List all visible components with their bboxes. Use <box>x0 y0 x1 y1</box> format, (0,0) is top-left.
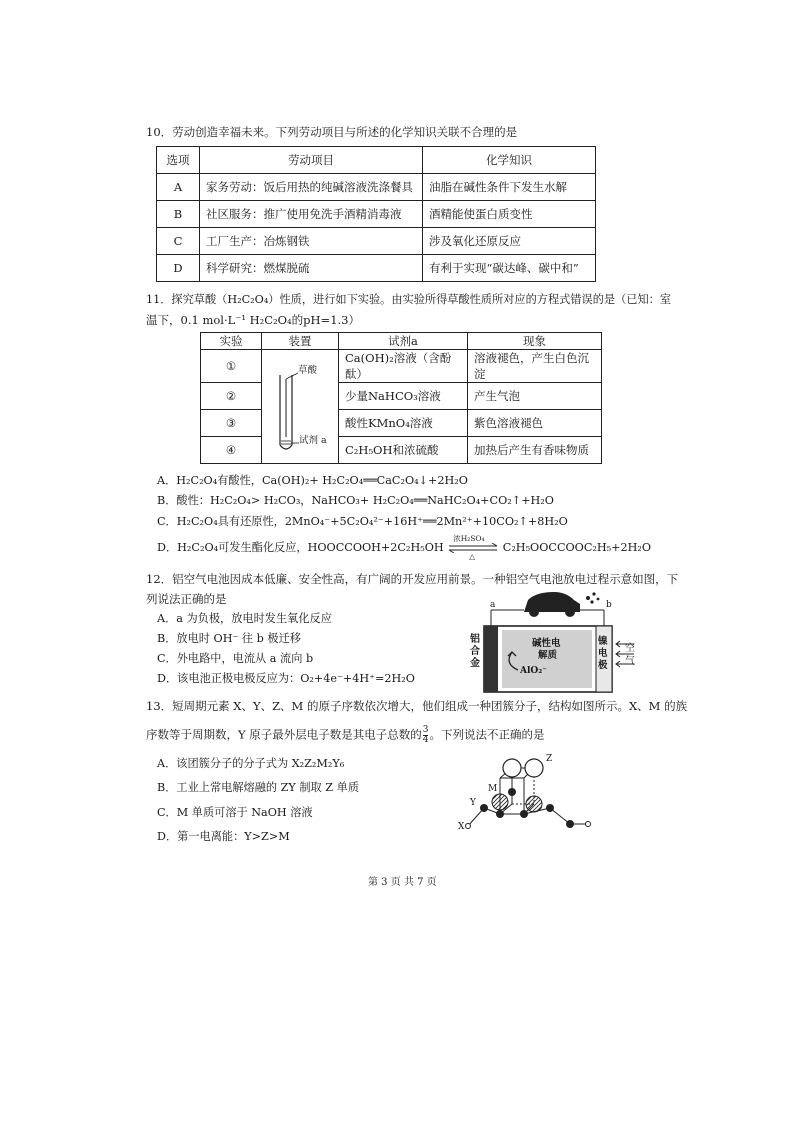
q11-row-1-no: ① <box>201 350 262 383</box>
condition-top: 浓H₂SO₄ <box>453 534 485 543</box>
q12-stem-line1: 12．铝空气电池因成本低廉、安全性高，有广阔的开发应用前景。一种铝空气电池放电过程示意如图，下 <box>146 572 679 586</box>
q10-header-option: 选项 <box>157 147 200 174</box>
q11-option-b: B．酸性：H₂C₂O₄> H₂CO₃，NaHCO₃+ H₂C₂O₄══NaHC₂O₄+CO₂↑+H₂O <box>157 494 554 507</box>
q10-row-a-item: 家务劳动：饭后用热的纯碱溶液洗涤餐具 <box>200 174 423 201</box>
q10-row-c-item: 工厂生产：冶炼钢铁 <box>200 228 423 255</box>
q11-header-reagent: 试剂a <box>339 333 468 350</box>
q12-option-d: D．该电池正极电极反应为：O₂+4e⁻+4H⁺=2H₂O <box>157 672 415 685</box>
atom-label-x: X <box>458 822 465 832</box>
page-number: 第 3 页 共 7 页 <box>368 877 437 888</box>
fraction-three-quarters: $\frac{3}{4}$ <box>422 725 429 745</box>
q11-row-2-phenomenon: 产生气泡 <box>468 383 602 410</box>
q13-stem-line1: 13．短周期元素 X、Y、Z、M 的原子序数依次增大，他们组成一种团簇分子，结构如图所示。X、M 的族 <box>146 699 688 713</box>
q13-option-d: D．第一电离能：Y>Z>M <box>157 830 290 843</box>
atom-label-m: M <box>488 784 498 794</box>
q12-option-c: C．外电路中，电流从 a 流向 b <box>157 652 314 665</box>
q10-row-a-option: A <box>157 174 200 201</box>
q10-row-d-knowledge: 有利于实现“碳达峰、碳中和” <box>423 255 596 282</box>
q12-option-b: B．放电时 OH⁻ 往 b 极迁移 <box>157 632 301 645</box>
electrode-label-a: a <box>490 600 496 610</box>
q10-table <box>156 146 596 282</box>
electrode-label-b: b <box>606 600 612 610</box>
q10-stem: 10．劳动创造幸福未来。下列劳动项目与所述的化学知识关联不合理的是 <box>146 125 518 139</box>
condition-bottom: △ <box>469 552 475 561</box>
q11-stem-line2: 温下，0.1 mol·L⁻¹ H₂C₂O₄的pH=1.3） <box>146 313 360 327</box>
q11-option-d-right: C₂H₅OOCCOOC₂H₅+2H₂O <box>502 541 652 554</box>
q13-option-b: B．工业上常电解熔融的 ZY 制取 Z 单质 <box>157 781 360 794</box>
apparatus-label-reagent: 试剂 a <box>299 435 327 446</box>
q11-table <box>200 332 602 464</box>
q11-row-4-no: ④ <box>201 437 262 464</box>
q11-row-3-reagent: 酸性KMnO₄溶液 <box>339 410 468 437</box>
q11-stem-line1: 11．探究草酸（H₂C₂O₄）性质，进行如下实验。由实验所得草酸性质所对应的方程式错误的是（已知：室 <box>146 293 672 306</box>
q11-option-d-left: D．H₂C₂O₄可发生酯化反应，HOOCCOOH+2C₂H₅OH <box>157 541 444 554</box>
q10-row-d-item: 科学研究：燃煤脱硫 <box>200 255 423 282</box>
q13-stem-line2: 序数等于周期数，Y 原子最外层电子数是其电子总数的 $\frac{3}{4}$ 。下列说法不正确的是 <box>146 725 545 745</box>
q13-option-c: C．M 单质可溶于 NaOH 溶液 <box>157 806 313 819</box>
cluster-molecule-figure <box>454 746 604 842</box>
q12-stem-line2: 列说法正确的是 <box>146 592 227 606</box>
q11-header-experiment: 实验 <box>201 333 262 350</box>
q12-option-a: A．a 为负极，放电时发生氧化反应 <box>157 612 332 625</box>
q11-row-2-reagent: 少量NaHCO₃溶液 <box>339 383 468 410</box>
q10-row-c-knowledge: 涉及氧化还原反应 <box>423 228 596 255</box>
aluminum-alloy-label: 铝 合 金 <box>470 634 480 669</box>
nickel-electrode-label: 镍 电 极 <box>598 636 608 671</box>
q11-option-c: C．H₂C₂O₄具有还原性，2MnO₄⁻+5C₂O₄²⁻+16H⁺══2Mn²⁺+10CO₂↑+8H₂O <box>157 515 568 528</box>
q10-header-item: 劳动项目 <box>200 147 423 174</box>
q11-header-apparatus: 装置 <box>262 333 339 350</box>
q11-header-phenomenon: 现象 <box>468 333 602 350</box>
q11-row-1-reagent: Ca(OH)₂溶液（含酚酞） <box>339 350 468 383</box>
q11-row-3-phenomenon: 紫色溶液褪色 <box>468 410 602 437</box>
aluminate-ion-label: AlO₂⁻ <box>520 666 547 676</box>
q10-row-a-knowledge: 油脂在碱性条件下发生水解 <box>423 174 596 201</box>
cluster-structure-diagram <box>454 746 604 842</box>
q10-row-c-option: C <box>157 228 200 255</box>
q11-option-d <box>157 534 652 561</box>
q11-row-1-phenomenon: 溶液褪色，产生白色沉淀 <box>468 350 602 383</box>
q11-row-4-reagent: C₂H₅OH和浓硫酸 <box>339 437 468 464</box>
q10-row-b-item: 社区服务：推广使用免洗手酒精消毒液 <box>200 201 423 228</box>
q11-option-a: A．H₂C₂O₄有酸性，Ca(OH)₂+ H₂C₂O₄══CaC₂O₄↓+2H₂O <box>157 474 468 487</box>
atom-label-y: Y <box>470 798 476 808</box>
aluminum-air-battery-figure <box>470 586 638 694</box>
q10-row-b-knowledge: 酒精能使蛋白质变性 <box>423 201 596 228</box>
apparatus-label-oxalic: 草酸 <box>298 365 318 376</box>
air-label: 空 气 <box>625 643 635 667</box>
atom-label-z: Z <box>546 754 553 764</box>
q11-row-2-no: ② <box>201 383 262 410</box>
electrolyte-label: 碱性电 解质 <box>532 638 561 661</box>
q11-apparatus-cell <box>262 350 339 464</box>
reaction-condition-arrow <box>447 534 499 561</box>
q10-row-d-option: D <box>157 255 200 282</box>
q11-row-4-phenomenon: 加热后产生有香味物质 <box>468 437 602 464</box>
q11-row-3-no: ③ <box>201 410 262 437</box>
q10-header-knowledge: 化学知识 <box>423 147 596 174</box>
q13-option-a: A．该团簇分子的分子式为 X₂Z₂M₂Y₆ <box>157 757 345 770</box>
q10-row-b-option: B <box>157 201 200 228</box>
